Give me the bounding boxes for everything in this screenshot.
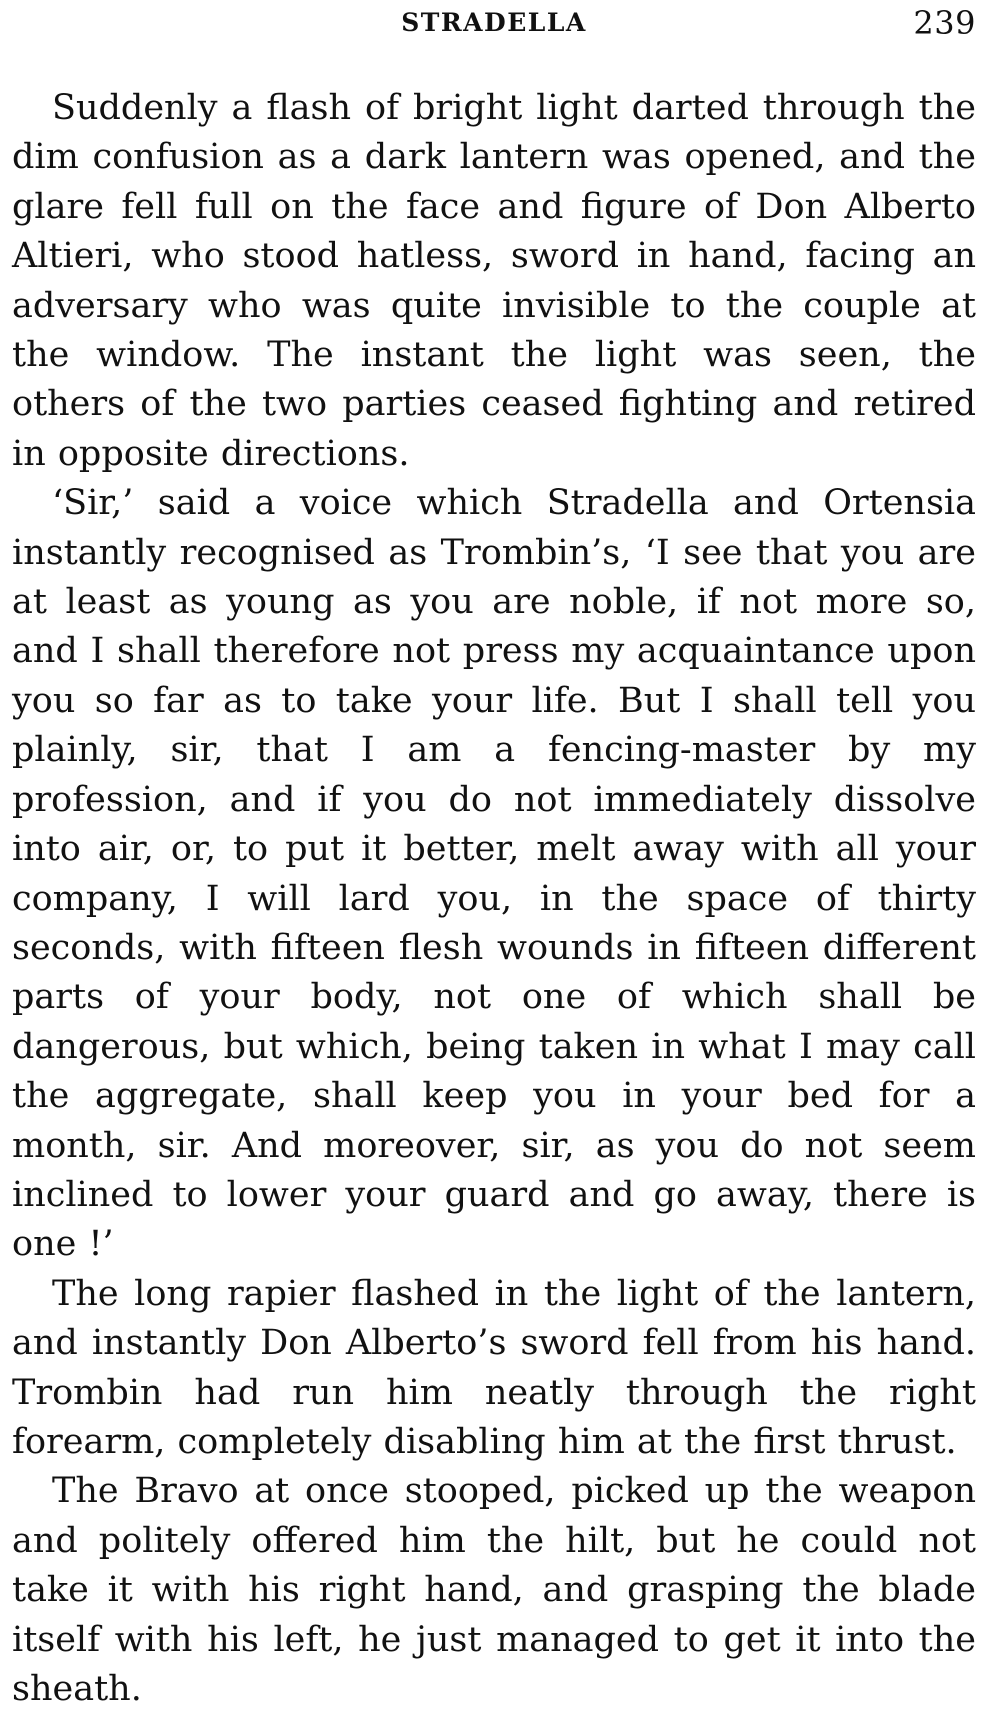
- paragraph: The long rapier flashed in the light of the lantern, and instantly Don Alberto’s sword fell from his hand. Trombin had run him neatly through the right forearm, completely disabling him at the first thrust.: [12, 1273, 976, 1462]
- paragraph: Suddenly a flash of bright light darted through the dim confusion as a dark lantern was opened, and the glare fell full on the face and figure of Don Alberto Altieri, who stood hatless, sword in hand, facing an adversary who was quite invisible to the couple at the window. The instant the light was seen, the others of the two parties ceased fighting and retired in opposite directions.: [12, 88, 976, 474]
- page-number: 239: [913, 4, 976, 42]
- paragraph: ‘Sir,’ said a voice which Stradella and Ortensia instantly recognised as Trombin’s, ‘I see that you are at least as young as you are noble, if not more so, and I shall therefore not press my acquaintance upon you so far as to take your life. But I shall tell you plainly, sir, that I am a fencing-master by my profession, and if you do not immediately dissolve into air, or, to put it better, melt away with all your company, I will lard you, in the space of thirty seconds, with fifteen flesh wounds in fifteen different parts of your body, not one of which shall be dangerous, but which, being taken in what I may call the aggregate, shall keep you in your bed for a month, sir. And moreover, sir, as you do not seem inclined to lower your guard and go away, there is one !’: [12, 483, 976, 1265]
- page-header: [12, 4, 976, 48]
- paragraph: The Bravo at once stooped, picked up the weapon and politely offered him the hilt, but he could not take it with his right hand, and grasping the blade itself with his left, he just managed to get it into the sheath.: [12, 1471, 976, 1709]
- body-text: [12, 84, 976, 1714]
- running-title: STRADELLA: [401, 8, 587, 37]
